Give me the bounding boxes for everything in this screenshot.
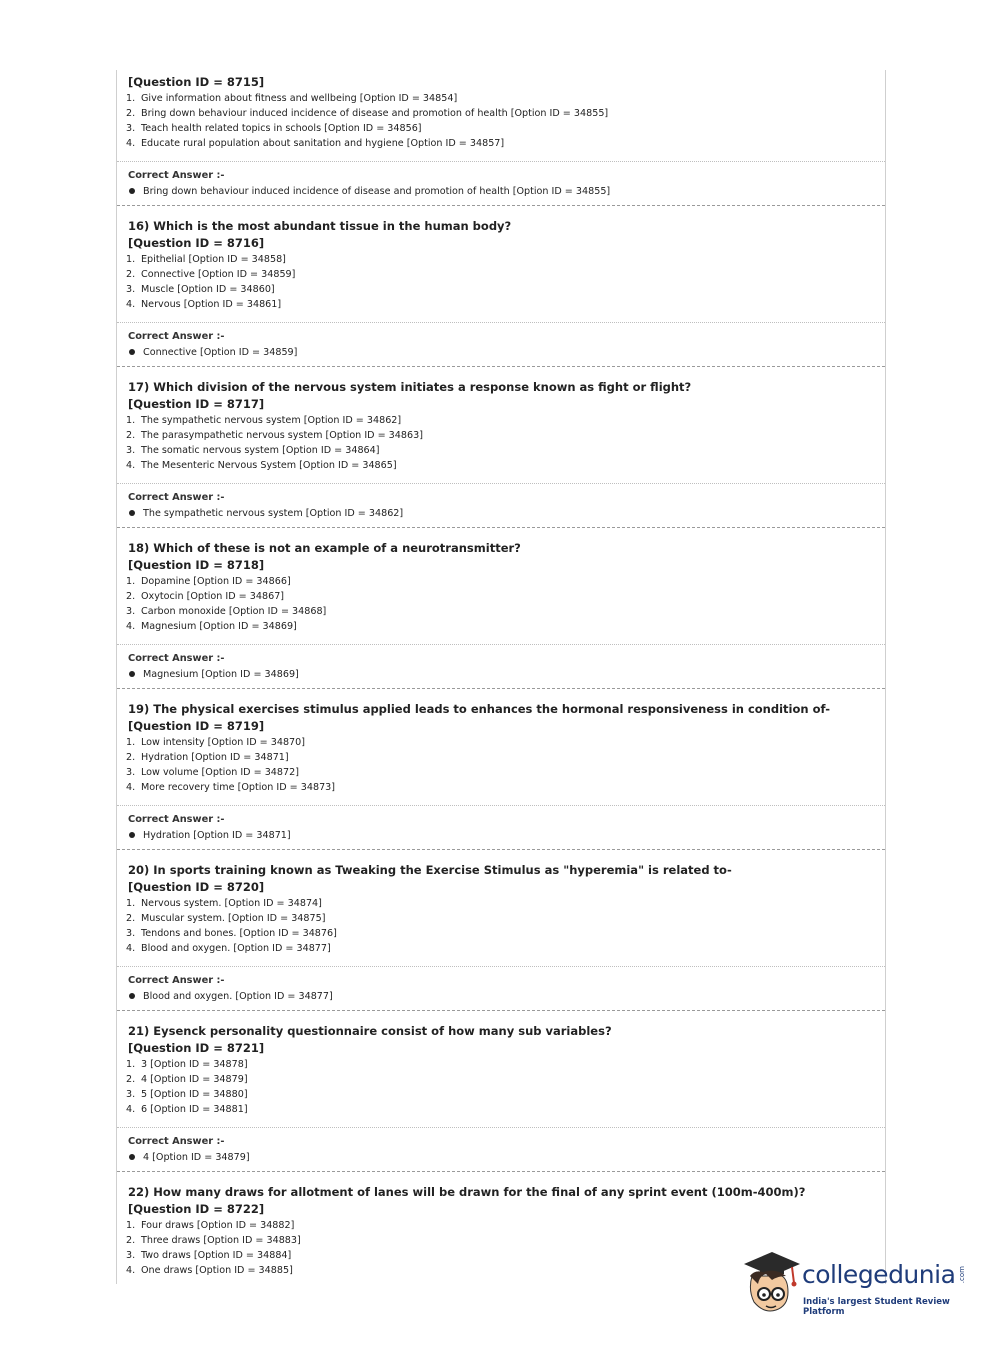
option-item: 1. Dopamine [Option ID = 34866] [126, 576, 291, 587]
logo-wordmark: collegedunia [802, 1260, 956, 1289]
mascot-icon [742, 1250, 802, 1320]
answer-value: Hydration [Option ID = 34871] [128, 827, 885, 844]
option-item: 4. 6 [Option ID = 34881] [126, 1104, 248, 1115]
question-id: [Question ID = 8718] [128, 558, 265, 572]
bullet-icon [129, 993, 135, 999]
option-item: 3. The somatic nervous system [Option ID = 34864] [126, 445, 380, 456]
correct-answer [117, 967, 885, 1010]
option-item: 4. The Mesenteric Nervous System [Option ID = 34865] [126, 460, 397, 471]
option-item: 2. Muscular system. [Option ID = 34875] [126, 913, 326, 924]
answer-value: Blood and oxygen. [Option ID = 34877] [128, 988, 885, 1005]
bullet-icon [129, 510, 135, 516]
answer-label: Correct Answer :- [128, 492, 225, 503]
bullet-icon [129, 671, 135, 677]
option-list [128, 896, 885, 956]
answer-label: Correct Answer :- [128, 170, 225, 181]
option-item: 3. Two draws [Option ID = 34884] [126, 1250, 292, 1261]
question-title: 22) How many draws for allotment of lanes will be drawn for the final of any sprint event (100m-400m)? [128, 1185, 806, 1199]
answer-value: Magnesium [Option ID = 34869] [128, 666, 885, 683]
question-id: [Question ID = 8720] [128, 880, 265, 894]
question-21 [117, 1011, 885, 1121]
option-item: 2. Bring down behaviour induced incidence of disease and promotion of health [Option ID = 34855] [126, 108, 609, 119]
correct-answer [117, 806, 885, 849]
answer-label: Correct Answer :- [128, 653, 225, 664]
option-item: 3. Tendons and bones. [Option ID = 34876] [126, 928, 337, 939]
correct-answer [117, 162, 885, 205]
answer-label: Correct Answer :- [128, 975, 225, 986]
option-list [128, 735, 885, 795]
option-item: 1. 3 [Option ID = 34878] [126, 1059, 248, 1070]
option-list [128, 252, 885, 312]
question-title: 17) Which division of the nervous system initiates a response known as fight or flight? [128, 380, 692, 394]
option-item: 3. Muscle [Option ID = 34860] [126, 284, 275, 295]
question-18 [117, 528, 885, 638]
collegedunia-logo [742, 1250, 972, 1320]
question-title: 21) Eysenck personality questionnaire consist of how many sub variables? [128, 1024, 612, 1038]
option-item: 4. Educate rural population about sanitation and hygiene [Option ID = 34857] [126, 138, 505, 149]
option-item: 2. Oxytocin [Option ID = 34867] [126, 591, 285, 602]
answer-value: 4 [Option ID = 34879] [128, 1149, 885, 1166]
option-item: 3. Carbon monoxide [Option ID = 34868] [126, 606, 327, 617]
bullet-icon [129, 188, 135, 194]
option-item: 2. 4 [Option ID = 34879] [126, 1074, 248, 1085]
question-15 [117, 70, 885, 155]
option-item: 3. Low volume [Option ID = 34872] [126, 767, 299, 778]
option-item: 1. Low intensity [Option ID = 34870] [126, 737, 306, 748]
answer-value: Bring down behaviour induced incidence of disease and promotion of health [Option ID = 34855] [128, 183, 885, 200]
option-item: 1. The sympathetic nervous system [Option ID = 34862] [126, 415, 402, 426]
correct-answer [117, 1128, 885, 1171]
logo-tagline: India's largest Student Review Platform [803, 1297, 950, 1317]
option-item: 1. Four draws [Option ID = 34882] [126, 1220, 295, 1231]
answer-label: Correct Answer :- [128, 814, 225, 825]
option-item: 1. Epithelial [Option ID = 34858] [126, 254, 286, 265]
option-item: 1. Give information about fitness and wellbeing [Option ID = 34854] [126, 93, 458, 104]
option-item: 4. Magnesium [Option ID = 34869] [126, 621, 297, 632]
question-16 [117, 206, 885, 316]
option-item: 4. One draws [Option ID = 34885] [126, 1265, 293, 1276]
question-17 [117, 367, 885, 477]
option-item: 4. Nervous [Option ID = 34861] [126, 299, 282, 310]
option-item: 3. Teach health related topics in schools [Option ID = 34856] [126, 123, 422, 134]
correct-answer [117, 323, 885, 366]
question-paper [116, 70, 886, 1284]
option-list [128, 574, 885, 634]
option-item: 2. Three draws [Option ID = 34883] [126, 1235, 301, 1246]
option-item: 2. Connective [Option ID = 34859] [126, 269, 296, 280]
option-item: 2. The parasympathetic nervous system [Option ID = 34863] [126, 430, 423, 441]
answer-value: Connective [Option ID = 34859] [128, 344, 885, 361]
option-item: 4. More recovery time [Option ID = 34873] [126, 782, 336, 793]
answer-label: Correct Answer :- [128, 1136, 225, 1147]
question-title: 18) Which of these is not an example of a neurotransmitter? [128, 541, 521, 555]
question-id: [Question ID = 8719] [128, 719, 265, 733]
option-list [128, 413, 885, 473]
question-title: 19) The physical exercises stimulus applied leads to enhances the hormonal responsiveness in condition of- [128, 702, 831, 716]
question-20 [117, 850, 885, 960]
option-item: 4. Blood and oxygen. [Option ID = 34877] [126, 943, 331, 954]
question-title: 20) In sports training known as Tweaking the Exercise Stimulus as "hyperemia" is related to- [128, 863, 732, 877]
question-id: [Question ID = 8715] [128, 75, 265, 89]
question-19 [117, 689, 885, 799]
answer-label: Correct Answer :- [128, 331, 225, 342]
question-id: [Question ID = 8716] [128, 236, 265, 250]
option-item: 2. Hydration [Option ID = 34871] [126, 752, 289, 763]
correct-answer [117, 484, 885, 527]
question-title: 16) Which is the most abundant tissue in the human body? [128, 219, 512, 233]
option-item: 3. 5 [Option ID = 34880] [126, 1089, 248, 1100]
bullet-icon [129, 1154, 135, 1160]
bullet-icon [129, 832, 135, 838]
option-list [128, 91, 885, 151]
question-id: [Question ID = 8717] [128, 397, 265, 411]
logo-suffix: .com [958, 1266, 966, 1284]
option-item: 1. Nervous system. [Option ID = 34874] [126, 898, 322, 909]
option-list [128, 1057, 885, 1117]
correct-answer [117, 645, 885, 688]
bullet-icon [129, 349, 135, 355]
answer-value: The sympathetic nervous system [Option ID = 34862] [128, 505, 885, 522]
question-id: [Question ID = 8722] [128, 1202, 265, 1216]
question-id: [Question ID = 8721] [128, 1041, 265, 1055]
